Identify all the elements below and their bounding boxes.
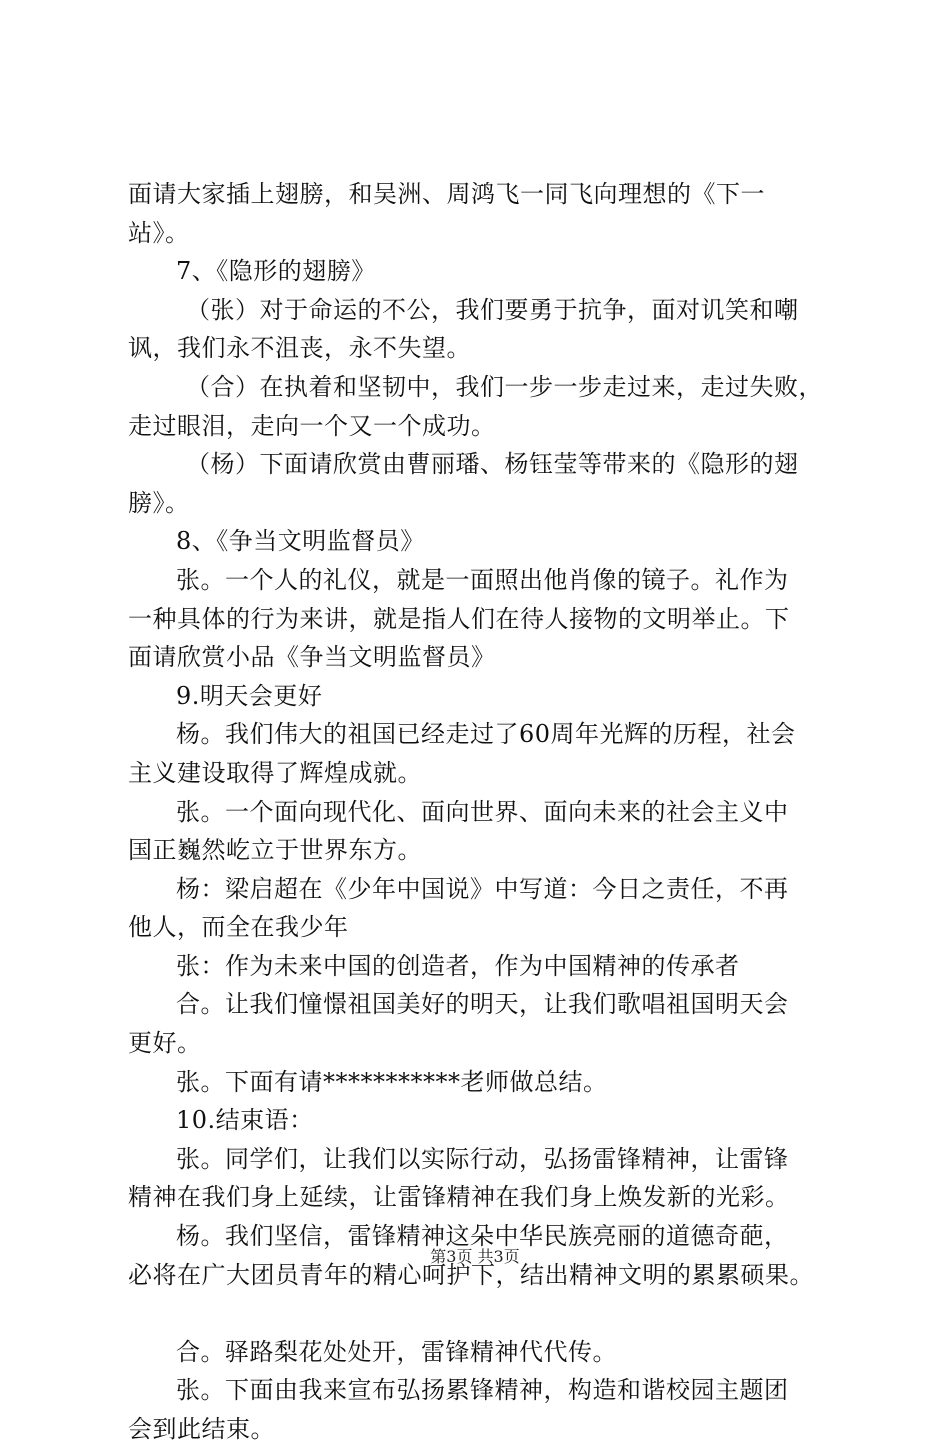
section-heading: 8、《争当文明监督员》 xyxy=(176,527,425,556)
text-line: 杨。我们坚信，雷锋精神这朵中华民族亮丽的道德奇葩， xyxy=(176,1222,789,1251)
text-line: 站》。 xyxy=(128,218,190,247)
text-line: （杨）下面请欣赏由曹丽璠、杨钰莹等带来的《隐形的翅 xyxy=(186,450,799,479)
text-line: 张。同学们，让我们以实际行动，弘扬雷锋精神，让雷锋 xyxy=(176,1144,789,1173)
text-line: 杨：梁启超在《少年中国说》中写道：今日之责任，不再 xyxy=(176,874,789,903)
text-line: 张。下面有请***********老师做总结。 xyxy=(176,1067,608,1096)
text-line: 张：作为未来中国的创造者，作为中国精神的传承者 xyxy=(176,951,740,980)
text-line: （张）对于命运的不公，我们要勇于抗争，面对讥笑和嘲 xyxy=(186,295,799,324)
text-line: （合）在执着和坚韧中，我们一步一步走过来，走过失败， xyxy=(186,372,823,401)
text-line: 杨。我们伟大的祖国已经走过了60周年光辉的历程，社会 xyxy=(176,720,796,749)
text-line: 他人，而全在我少年 xyxy=(128,913,349,942)
section-heading: 7、《隐形的翅膀》 xyxy=(176,257,376,286)
text-line: 合。让我们憧憬祖国美好的明天，让我们歌唱祖国明天会 xyxy=(176,990,789,1019)
text-line: 膀》。 xyxy=(128,488,190,517)
text-line: 精神在我们身上延续，让雷锋精神在我们身上焕发新的光彩。 xyxy=(128,1183,790,1212)
page-footer: 第3页 共3页 xyxy=(430,1247,520,1266)
section-heading: 10.结束语： xyxy=(176,1106,314,1135)
text-line: 张。下面由我来宣布弘扬累锋精神，构造和谐校园主题团 xyxy=(176,1376,789,1405)
text-line: 面请大家插上翅膀，和吴洲、周鸿飞一同飞向理想的《下一 xyxy=(128,180,765,208)
section-heading: 9.明天会更好 xyxy=(176,681,323,710)
text-line: 一种具体的行为来讲，就是指人们在待人接物的文明举止。下 xyxy=(128,604,790,633)
text-line: 张。一个人的礼仪，就是一面照出他肖像的镜子。礼作为 xyxy=(176,565,789,594)
text-line: 必将在广大团员青年的精心呵护下，结出精神文明的累累硕果。 xyxy=(128,1260,814,1289)
text-line: 走过眼泪，走向一个又一个成功。 xyxy=(128,411,496,440)
text-line: 更好。 xyxy=(128,1029,202,1058)
blank-line xyxy=(128,1294,838,1333)
text-line: 会到此结束。 xyxy=(128,1415,275,1443)
text-line: 合。驿路梨花处处开，雷锋精神代代传。 xyxy=(176,1337,617,1366)
text-line: 讽，我们永不沮丧，永不失望。 xyxy=(128,334,471,363)
text-line: 国正巍然屹立于世界东方。 xyxy=(128,836,422,865)
text-line: 主义建设取得了辉煌成就。 xyxy=(128,758,422,787)
text-line: 张。一个面向现代化、面向世界、面向未来的社会主义中 xyxy=(176,797,789,826)
text-line: 面请欣赏小品《争当文明监督员》 xyxy=(128,643,496,672)
